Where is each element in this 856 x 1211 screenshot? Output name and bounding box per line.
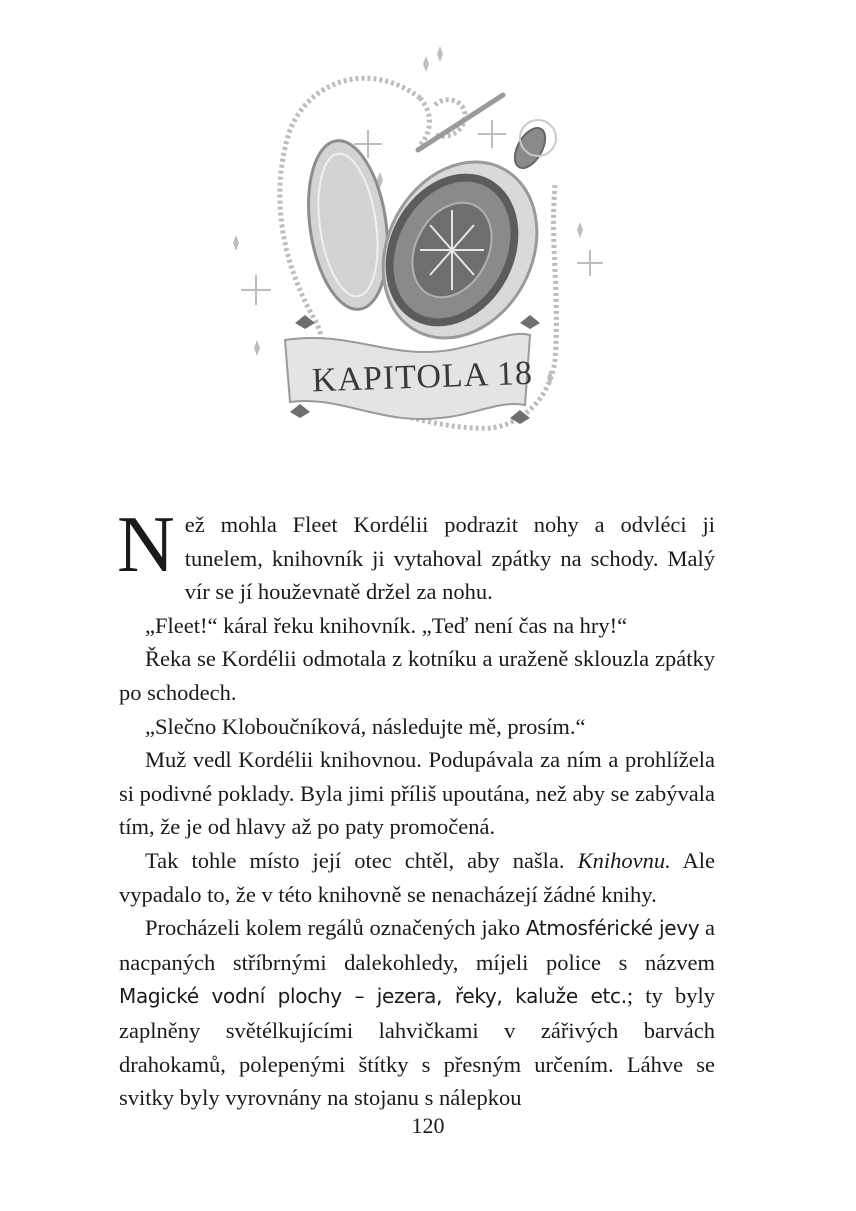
chapter-illustration: [220, 40, 620, 440]
paragraph-text: Procházeli kolem regálů označených jako: [145, 915, 526, 941]
paragraph: [119, 844, 715, 911]
page-number: 120: [411, 1113, 445, 1138]
emphasis-knihovnu: Knihovnu.: [577, 847, 671, 873]
watch-lid: [299, 136, 398, 315]
paragraph: [117, 501, 715, 609]
drop-cap: N: [117, 501, 175, 589]
paragraph-text: Tak tohle místo její otec chtěl, aby našla.: [145, 847, 578, 873]
pocket-watch-illustration: [220, 40, 620, 440]
paragraph-text: ež mohla Fleet Kordélii podrazit nohy a odvléci ji tunelem, knihovník ji vytahoval zpátky na schody. Malý vír se jí houževnatě držel za nohu.: [184, 512, 715, 605]
paragraph: Řeka se Kordélii odmotala z kotníku a uraženě sklouzla zpátky po schodech.: [119, 646, 715, 705]
shelf-label-atmospheric: Atmosférické jevy: [525, 916, 700, 941]
watch-crown: [509, 123, 552, 173]
paragraph: „Slečno Kloboučníková, následujte mě, prosím.“: [145, 713, 586, 739]
chain: [420, 98, 429, 145]
paragraph: Muž vedl Kordélii knihovnou. Podupávala za ním a prohlížela si podivné poklady. Byla jimi příliš upoutána, než aby se zabývala tím, že je od hlavy až po paty promočená.: [119, 747, 715, 840]
paragraph-text: ; ty byly zaplněny světélkujícími lahvičkami v zářivých barvách drahokamů, polepenými štítky s přesným určením. Láhve se svitky byly vyrovnány na stojanu s nálepkou: [119, 983, 715, 1111]
paragraph-text: a nacpaných stříbrnými dalekohledy, míjeli police s názvem: [119, 915, 715, 975]
chapter-banner-text: KAPITOLA 18: [311, 354, 534, 400]
paragraph-text: Ale vypadalo to, že v této knihovně se nenacházejí žádné knihy.: [119, 847, 715, 907]
shelf-label-water: Magické vodní plochy – jezera, řeky, kaluže etc.: [119, 984, 627, 1009]
chapter-text: [117, 501, 715, 1115]
paragraph: [119, 911, 715, 1115]
paragraph: „Fleet!“ káral řeku knihovník. „Teď není čas na hry!“: [145, 612, 628, 638]
